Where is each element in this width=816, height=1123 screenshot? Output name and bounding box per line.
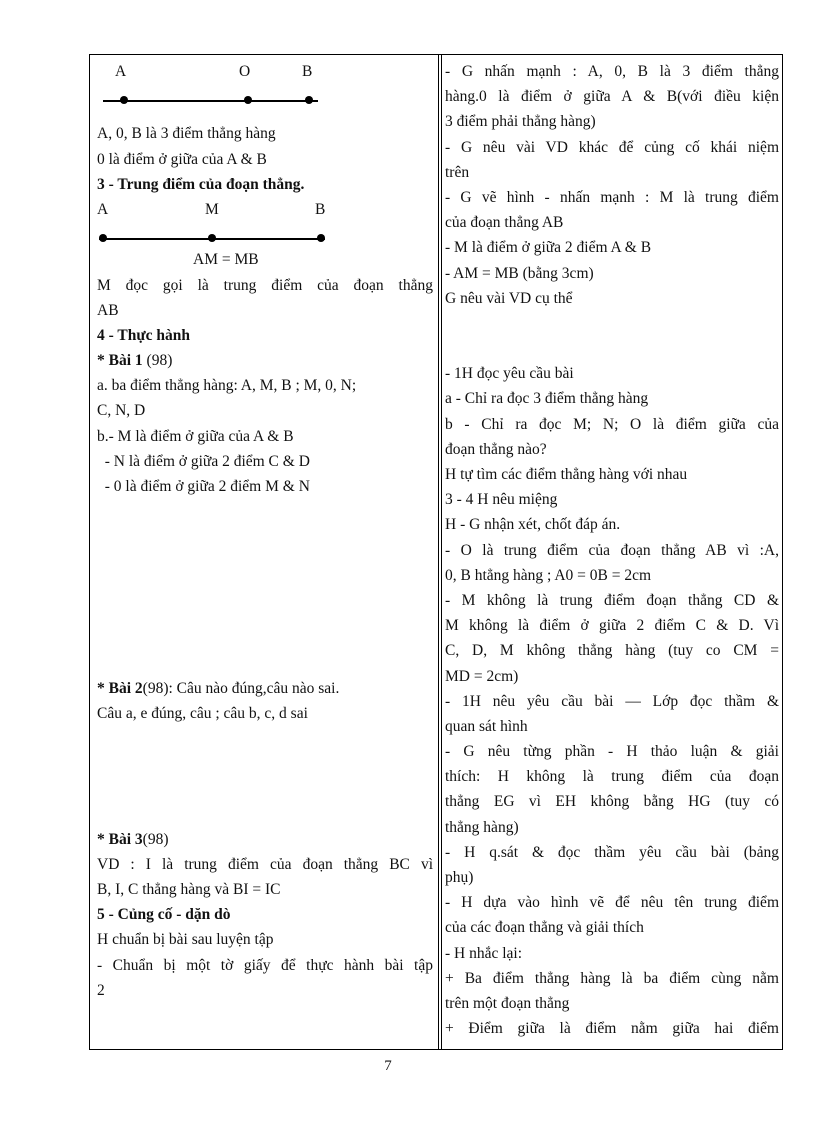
text-line: - G nêu từng phần - H thảo luận & giải bbox=[445, 743, 779, 761]
text-line: thích: H không là trung điểm của đoạn bbox=[445, 768, 779, 786]
equation: AM = MB bbox=[193, 251, 259, 269]
text-line: A, 0, B là 3 điểm thẳng hàng bbox=[97, 125, 276, 143]
point-label-b: B bbox=[302, 63, 313, 80]
text-line: + Ba điểm thẳng hàng là ba điểm cùng nằm bbox=[445, 969, 779, 987]
text-line: - H nhắc lại: bbox=[445, 944, 523, 962]
text-line: C, N, D bbox=[97, 402, 146, 420]
text-line: Câu a, e đúng, câu ; câu b, c, d sai bbox=[97, 704, 308, 722]
text-line: trên một đoạn thẳng bbox=[445, 994, 570, 1012]
text-line: trên bbox=[445, 163, 470, 181]
text-line: M đọc gọi là trung điểm của đoạn thẳng bbox=[97, 276, 433, 294]
point-o-dot bbox=[244, 96, 252, 104]
left-column bbox=[97, 59, 433, 1003]
text-line: M không là điểm ở giữa 2 điểm C & D. Vì bbox=[445, 617, 779, 635]
point-label-m: M bbox=[205, 200, 219, 218]
section-heading: 4 - Thực hành bbox=[97, 326, 191, 344]
text-line: - M là điểm ở giữa 2 điểm A & B bbox=[445, 239, 652, 257]
text-line: - 1H đọc yêu cầu bài bbox=[445, 365, 574, 383]
text-line: - M không là trung điểm đoạn thẳng CD & bbox=[445, 591, 779, 609]
exercise-ref: (98) bbox=[142, 352, 173, 370]
column-divider bbox=[438, 55, 439, 1049]
text-line: - 1H nêu yêu cầu bài — Lớp đọc thầm & bbox=[445, 692, 779, 710]
exercise-label: * Bài 1 bbox=[97, 352, 143, 370]
text-line: - H dựa vào hình vẽ để nêu tên trung điểm bbox=[445, 894, 779, 912]
exercise-3-title bbox=[97, 827, 433, 852]
text-line: - N là điểm ở giữa 2 điểm C & D bbox=[97, 452, 310, 470]
figure2-segment bbox=[97, 222, 433, 247]
exercise-desc: (98): Câu nào đúng,câu nào sai. bbox=[142, 679, 340, 697]
text-line: a - Chỉ ra đọc 3 điểm thẳng hàng bbox=[445, 390, 649, 408]
text-line: b.- M là điểm ở giữa của A & B bbox=[97, 427, 294, 445]
point-b-dot bbox=[305, 96, 313, 104]
point-b-dot bbox=[317, 234, 325, 242]
text-line: 2 bbox=[97, 981, 105, 999]
text-line: - Chuẩn bị một tờ giấy để thực hành bài tập bbox=[97, 956, 433, 974]
section-heading: 3 - Trung điểm của đoạn thẳng. bbox=[97, 175, 305, 193]
text-line: G nêu vài VD cụ thể bbox=[445, 289, 573, 307]
text-line: - H q.sát & đọc thầm yêu cầu bài (bảng bbox=[445, 843, 779, 861]
point-a-dot bbox=[99, 234, 107, 242]
text-line: hàng.0 là điểm ở giữa A & B(với điều kiện bbox=[445, 88, 779, 106]
exercise-1-title bbox=[97, 348, 433, 373]
text-line: đoạn thẳng nào? bbox=[445, 440, 547, 458]
text-line: phụ) bbox=[445, 869, 474, 886]
text-line: quan sát hình bbox=[445, 717, 528, 735]
text-line: H - G nhận xét, chốt đáp án. bbox=[445, 516, 621, 534]
text-line: thẳng hàng) bbox=[445, 818, 519, 836]
text-line: 3 điểm phải thẳng hàng) bbox=[445, 113, 596, 131]
exercise-label: * Bài 2 bbox=[97, 679, 143, 697]
lesson-table bbox=[89, 54, 783, 1050]
text-line: của các đoạn thẳng và giải thích bbox=[445, 919, 644, 937]
point-label-o: O bbox=[239, 63, 251, 80]
text-line: AB bbox=[97, 301, 119, 319]
right-column bbox=[445, 59, 779, 1041]
exercise-ref: (98) bbox=[142, 830, 169, 848]
text-line: - AM = MB (bằng 3cm) bbox=[445, 264, 594, 282]
text-line: thẳng EG vì EH không bằng HG (tuy có bbox=[445, 793, 779, 811]
exercise-label: * Bài 3 bbox=[97, 830, 143, 848]
page-number: 7 bbox=[384, 1058, 392, 1074]
text-line: - G nhấn mạnh : A, 0, B là 3 điểm thẳng bbox=[445, 63, 779, 80]
text-line: C, D, M không thẳng hàng (tuy co CM = bbox=[445, 642, 779, 660]
text-line: - G nêu vài VD khác để củng cố khái niệm bbox=[445, 138, 779, 156]
point-label-a: A bbox=[97, 200, 109, 218]
text-line: VD : I là trung điểm của đoạn thẳng BC vì bbox=[97, 855, 433, 873]
text-line: a. ba điểm thẳng hàng: A, M, B ; M, 0, N; bbox=[97, 377, 357, 395]
segment-line bbox=[103, 100, 318, 102]
text-line: 3 - 4 H nêu miệng bbox=[445, 491, 558, 509]
exercise-2-title bbox=[97, 676, 433, 701]
text-line: b - Chỉ ra đọc M; N; O là điểm giữa của bbox=[445, 415, 779, 433]
text-line: MD = 2cm) bbox=[445, 667, 519, 685]
text-line: H chuẩn bị bài sau luyện tập bbox=[97, 931, 274, 949]
point-a-dot bbox=[120, 96, 128, 104]
text-line: của đoạn thẳng AB bbox=[445, 214, 564, 232]
text-line: - G vẽ hình - nhấn mạnh : M là trung điểm bbox=[445, 188, 779, 206]
section-heading: 5 - Củng cố - dặn dò bbox=[97, 906, 231, 924]
text-line: 0, B htẳng hàng ; A0 = 0B = 2cm bbox=[445, 566, 652, 584]
text-line: + Điểm giữa là điểm nằm giữa hai điểm bbox=[445, 1020, 779, 1038]
text-line: - 0 là điểm ở giữa 2 điểm M & N bbox=[97, 478, 310, 495]
text-line: B, I, C thẳng hàng và BI = IC bbox=[97, 881, 281, 898]
point-label-b: B bbox=[315, 200, 326, 218]
text-line: H tự tìm các điểm thẳng hàng với nhau bbox=[445, 466, 688, 483]
text-line: - O là trung điểm của đoạn thẳng AB vì :A, bbox=[445, 541, 779, 559]
figure1-segment bbox=[97, 84, 433, 109]
point-m-dot bbox=[208, 234, 216, 242]
figure2-labels bbox=[97, 197, 433, 222]
text-line: 0 là điểm ở giữa của A & B bbox=[97, 150, 267, 168]
point-label-a: A bbox=[115, 63, 127, 80]
figure1-labels bbox=[97, 59, 433, 84]
column-divider-inner bbox=[441, 55, 442, 1049]
